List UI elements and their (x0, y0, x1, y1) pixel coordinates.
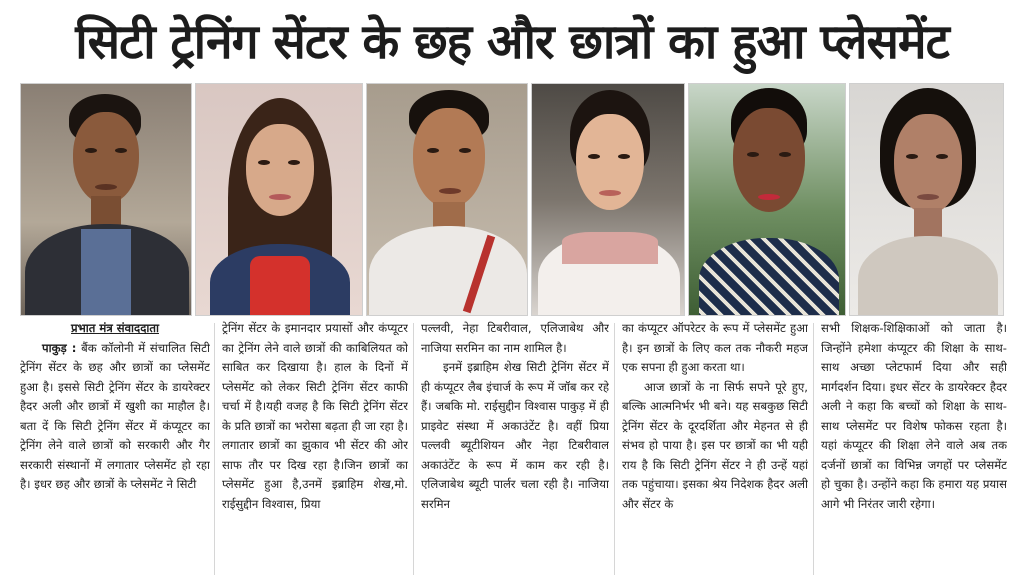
article-column-3 (421, 319, 609, 579)
paragraph: का कंप्यूटर ऑपरेटर के रूप में प्लेसमेंट हुआ है। इन छात्रों के लिए कल तक नौकरी महज एक सपना ही हुआ करता था। (622, 321, 808, 374)
column-rule (413, 323, 414, 575)
student-photo-5 (688, 83, 846, 316)
column-rule (813, 323, 814, 575)
article-body (0, 319, 1024, 579)
paragraph: सभी शिक्षक-शिक्षिकाओं को जाता है। जिन्होंने हमेशा कंप्यूटर की शिक्षा के साथ-साथ अच्छा प्लेटफार्म दिया और सही मार्गदर्शन दिया। इधर सेंटर के डायरेक्टर हैदर अली ने कहा कि बच्चों को शिक्षा के साथ-साथ प्लेसमेंट पर विशेष फोकस रहता है। यहां कंप्यूटर की शिक्षा लेने वाले अब तक दर्जनों छात्रों का विभिन्न जगहों पर प्लेसमेंट हो चुका है। उन्होंने कहा कि हमारा यह प्रयास आगे भी निरंतर जारी रहेगा। (821, 321, 1007, 511)
article-column-2 (222, 319, 408, 579)
article-column-4 (622, 319, 808, 579)
column-rule (614, 323, 615, 575)
student-photo-2 (195, 83, 363, 316)
article-column-5 (821, 319, 1007, 579)
paragraph: आज छात्रों के ना सिर्फ सपने पूरे हुए, बल्कि आत्मनिर्भर भी बने। यह सबकुछ सिटी ट्रेनिंग सेंटर के दूरदर्शिता और मेहनत से ही संभव हो पाया है। इस पर छात्रों का भी यही राय है कि सिटी ट्रेनिंग सेंटर ने ही उन्हें यहां तक पहुंचाया। इसका श्रेय निदेशक हैदर अली और सेंटर के (622, 379, 808, 511)
dateline: पाकुड़ : (42, 340, 77, 355)
headline: सिटी ट्रेनिंग सेंटर के छह और छात्रों का हुआ प्लेसमेंट (75, 13, 949, 70)
paragraph: इनमें इब्राहिम शेख सिटी ट्रेनिंग सेंटर में ही कंप्यूटर लैब इंचार्ज के रूप में जॉब कर रहे हैं। जबकि मो. राईसुद्दीन विश्वास पाकुड़ में ही प्राइवेट संस्था में अकाउंटेंट है। वहीं प्रिया पल्लवी ब्यूटीशियन और नेहा टिबरीवाल अकाउंटेंट के रूप में काम कर रही है। एलिजाबेथ ब्यूटी पार्लर चला रही है। नाजिया सरमिन (421, 360, 609, 511)
paragraph: बैंक कॉलोनी में संचालित सिटी ट्रेनिंग सेंटर के छह और छात्रों का प्लेसमेंट हुआ है। इससे सिटी ट्रेनिंग सेंटर के डायरेक्टर हैदर अली और छात्रों में खुशी का माहौल है। बता दें कि सिटी ट्रेनिंग सेंटर में कंप्यूटर का ट्रेनिंग लेने वाले छात्रों को सरकारी और गैर सरकारी संस्थानों में लगातार प्लेसमेंट हो रहा है। इधर छह और छात्रों के प्लेसमेंट ने सिटी (20, 340, 210, 491)
student-photo-4 (531, 83, 685, 316)
paragraph: पल्लवी, नेहा टिबरीवाल, एलिजाबेथ और नाजिया सरमिन का नाम शामिल है। (421, 321, 609, 355)
column-rule (214, 323, 215, 575)
student-photo-6 (849, 83, 1004, 316)
paragraph: ट्रेनिंग सेंटर के इमानदार प्रयासों और कंप्यूटर का ट्रेनिंग लेने वाले छात्रों की काबिलियत को साबित कर दिखाया है। हाल के दिनों में प्लेसमेंट को लेकर सिटी ट्रेनिंग सेंटर काफी चर्चा में है।यही वजह है कि सिटी ट्रेनिंग सेंटर के प्रति छात्रों का भरोसा बढ़ता ही जा रहा है। लगातार छात्रों का झुकाव भी सेंटर की ओर साफ तौर पर दिख रहा है।जिन छात्रों का प्लेसमेंट हुआ है,उनमें इब्राहिम शेख,मो. राईसुद्दीन विश्वास, प्रिया (222, 321, 408, 511)
student-photo-3 (366, 83, 528, 316)
student-photo-1 (20, 83, 192, 316)
byline: प्रभात मंत्र संवाददाता (71, 321, 159, 335)
article-column-1 (20, 319, 210, 579)
photo-strip (0, 83, 1024, 316)
